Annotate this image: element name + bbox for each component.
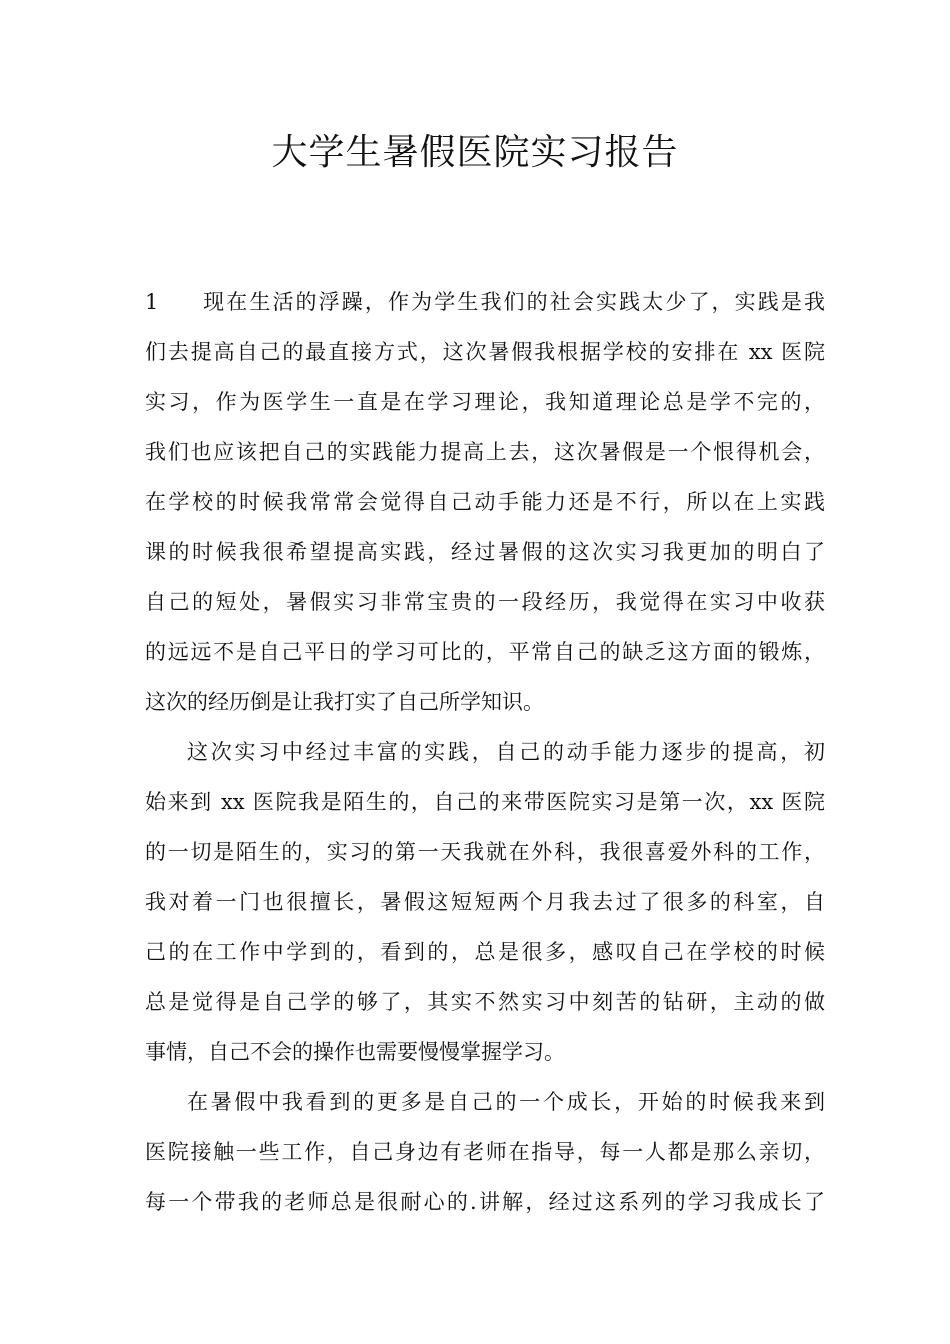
paragraph-3 <box>145 1077 825 1227</box>
paragraph-line: 我对着一门也很擅长，暑假这短短两个月我去过了很多的科室，自 <box>145 890 825 914</box>
paragraph-line: 总是觉得是自己学的够了，其实不然实习中刻苦的钻研，主动的做 <box>145 990 825 1014</box>
paragraph-line: 的远远不是自己平日的学习可比的，平常自己的缺乏这方面的锻炼， <box>145 640 825 664</box>
paragraph-line: 这次的经历倒是让我打实了自己所学知识。 <box>145 690 544 714</box>
paragraph-line: 实习，作为医学生一直是在学习理论，我知道理论总是学不完的， <box>145 390 825 414</box>
paragraph-line <box>145 277 825 327</box>
paragraph-line: 们去提高自己的最直接方式，这次暑假我根据学校的安排在 xx 医院 <box>145 340 825 364</box>
paragraph-line: 课的时候我很希望提高实践，经过暑假的这次实习我更加的明白了 <box>145 540 825 564</box>
paragraph-1 <box>145 277 825 727</box>
paragraph-line: 己的在工作中学到的，看到的，总是很多，感叹自己在学校的时候 <box>145 940 825 964</box>
paragraph-line: 我们也应该把自己的实践能力提高上去，这次暑假是一个恨得机会， <box>145 440 825 464</box>
paragraph-line: 这次实习中经过丰富的实践，自己的动手能力逐步的提高，初 <box>187 740 825 764</box>
paragraph-2 <box>145 727 825 1077</box>
paragraph-line: 在暑假中我看到的更多是自己的一个成长，开始的时候我来到 <box>187 1090 825 1114</box>
paragraph-line: 事情，自己不会的操作也需要慢慢掌握学习。 <box>145 1040 565 1064</box>
paragraph-line: 自己的短处，暑假实习非常宝贵的一段经历，我觉得在实习中收获 <box>145 590 825 614</box>
paragraph-number: 1 <box>145 290 159 314</box>
paragraph-line: 医院接触一些工作，自己身边有老师在指导，每一人都是那么亲切， <box>145 1140 825 1164</box>
paragraph-line: 每一个带我的老师总是很耐心的.讲解，经过这系列的学习我成长了 <box>145 1190 825 1214</box>
paragraph-line: 的一切是陌生的，实习的第一天我就在外科，我很喜爱外科的工作， <box>145 840 825 864</box>
line-text: 现在生活的浮躁，作为学生我们的社会实践太少了，实践是我 <box>201 290 825 314</box>
document-body <box>145 277 825 1227</box>
paragraph-line: 在学校的时候我常常会觉得自己动手能力还是不行，所以在上实践 <box>145 490 825 514</box>
paragraph-line: 始来到 xx 医院我是陌生的，自己的来带医院实习是第一次，xx 医院 <box>145 790 825 814</box>
document-title: 大学生暑假医院实习报告 <box>271 132 679 173</box>
